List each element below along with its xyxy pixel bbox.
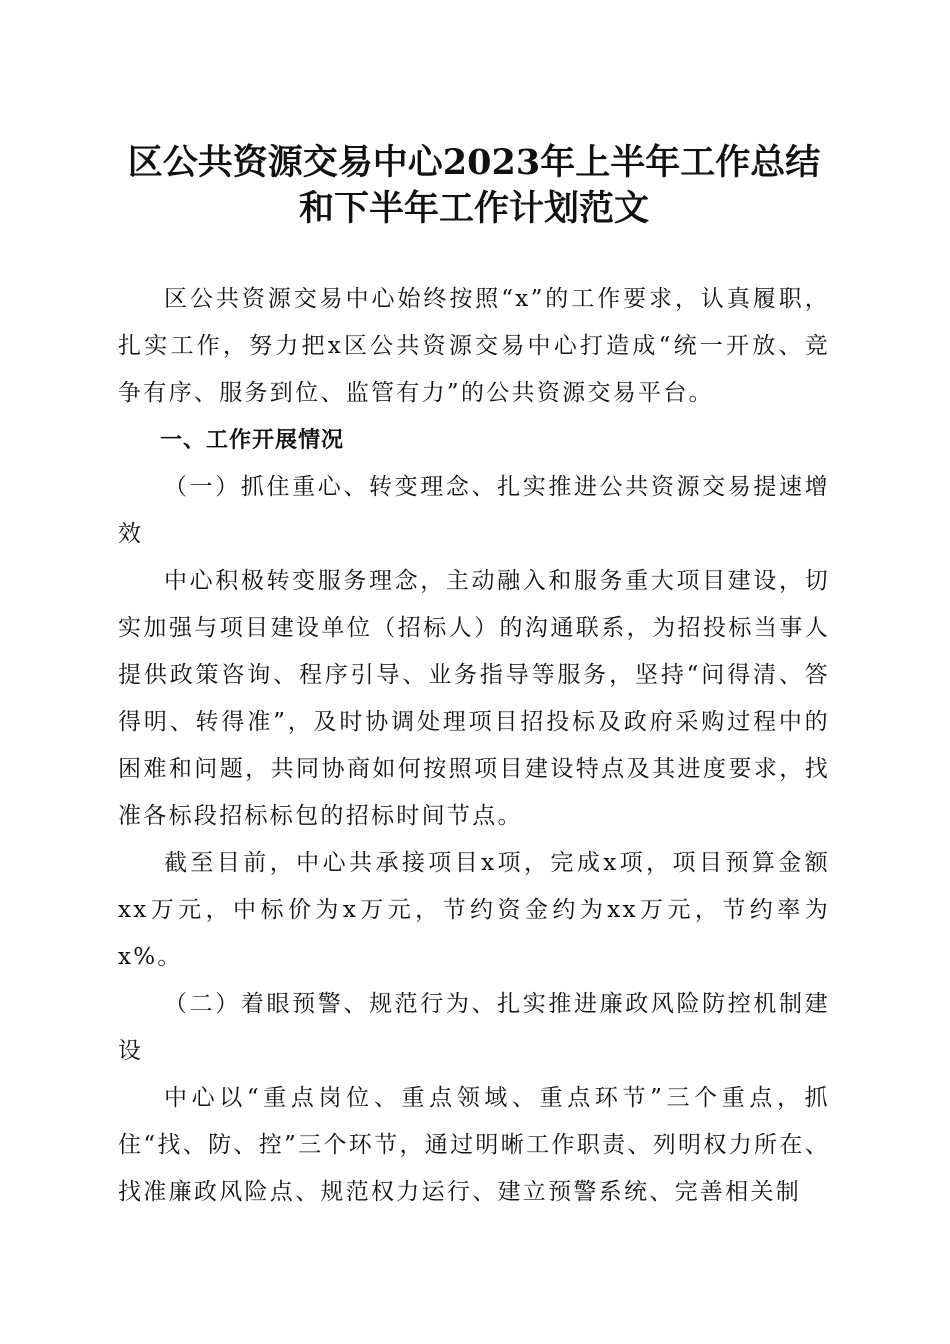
document-title [118, 0, 830, 232]
title-line-1: 区公共资源交易中心2023年上半年工作总结 [127, 142, 821, 183]
intro-paragraph: 区公共资源交易中心始终按照“x”的工作要求，认真履职，扎实工作，努力把x区公共资源交易中心打造成“统一开放、竞争有序、服务到位、监管有力”的公共资源交易平台。 [118, 286, 830, 406]
title-line-2: 和下半年工作计划范文 [298, 188, 649, 229]
subsection-heading-1: （一）抓住重心、转变理念、扎实推进公共资源交易提速增效 [118, 474, 830, 547]
section-heading-1: 一、工作开展情况 [160, 428, 345, 453]
document-page [118, 0, 830, 1216]
document-body [118, 276, 830, 1216]
body-paragraph-1: 中心积极转变服务理念，主动融入和服务重大项目建设，切实加强与项目建设单位（招标人）的沟通联系，为招投标当事人提供政策咨询、程序引导、业务指导等服务，坚持“问得清、答得明、转得准”，及时协调处理项目招投标及政府采购过程中的困难和问题，共同协商如何按照项目建设特点及其进度要求，找准各标段招标标包的招标时间节点。 [118, 568, 830, 829]
body-paragraph-2: 截至目前，中心共承接项目x项，完成x项，项目预算金额xx万元，中标价为x万元，节约资金约为xx万元，节约率为x%。 [118, 850, 830, 970]
subsection-heading-2: （二）着眼预警、规范行为、扎实推进廉政风险防控机制建设 [118, 991, 830, 1064]
body-paragraph-3: 中心以“重点岗位、重点领域、重点环节”三个重点，抓住“找、防、控”三个环节，通过明晰工作职责、列明权力所在、找准廉政风险点、规范权力运行、建立预警系统、完善相关制 [118, 1085, 830, 1205]
